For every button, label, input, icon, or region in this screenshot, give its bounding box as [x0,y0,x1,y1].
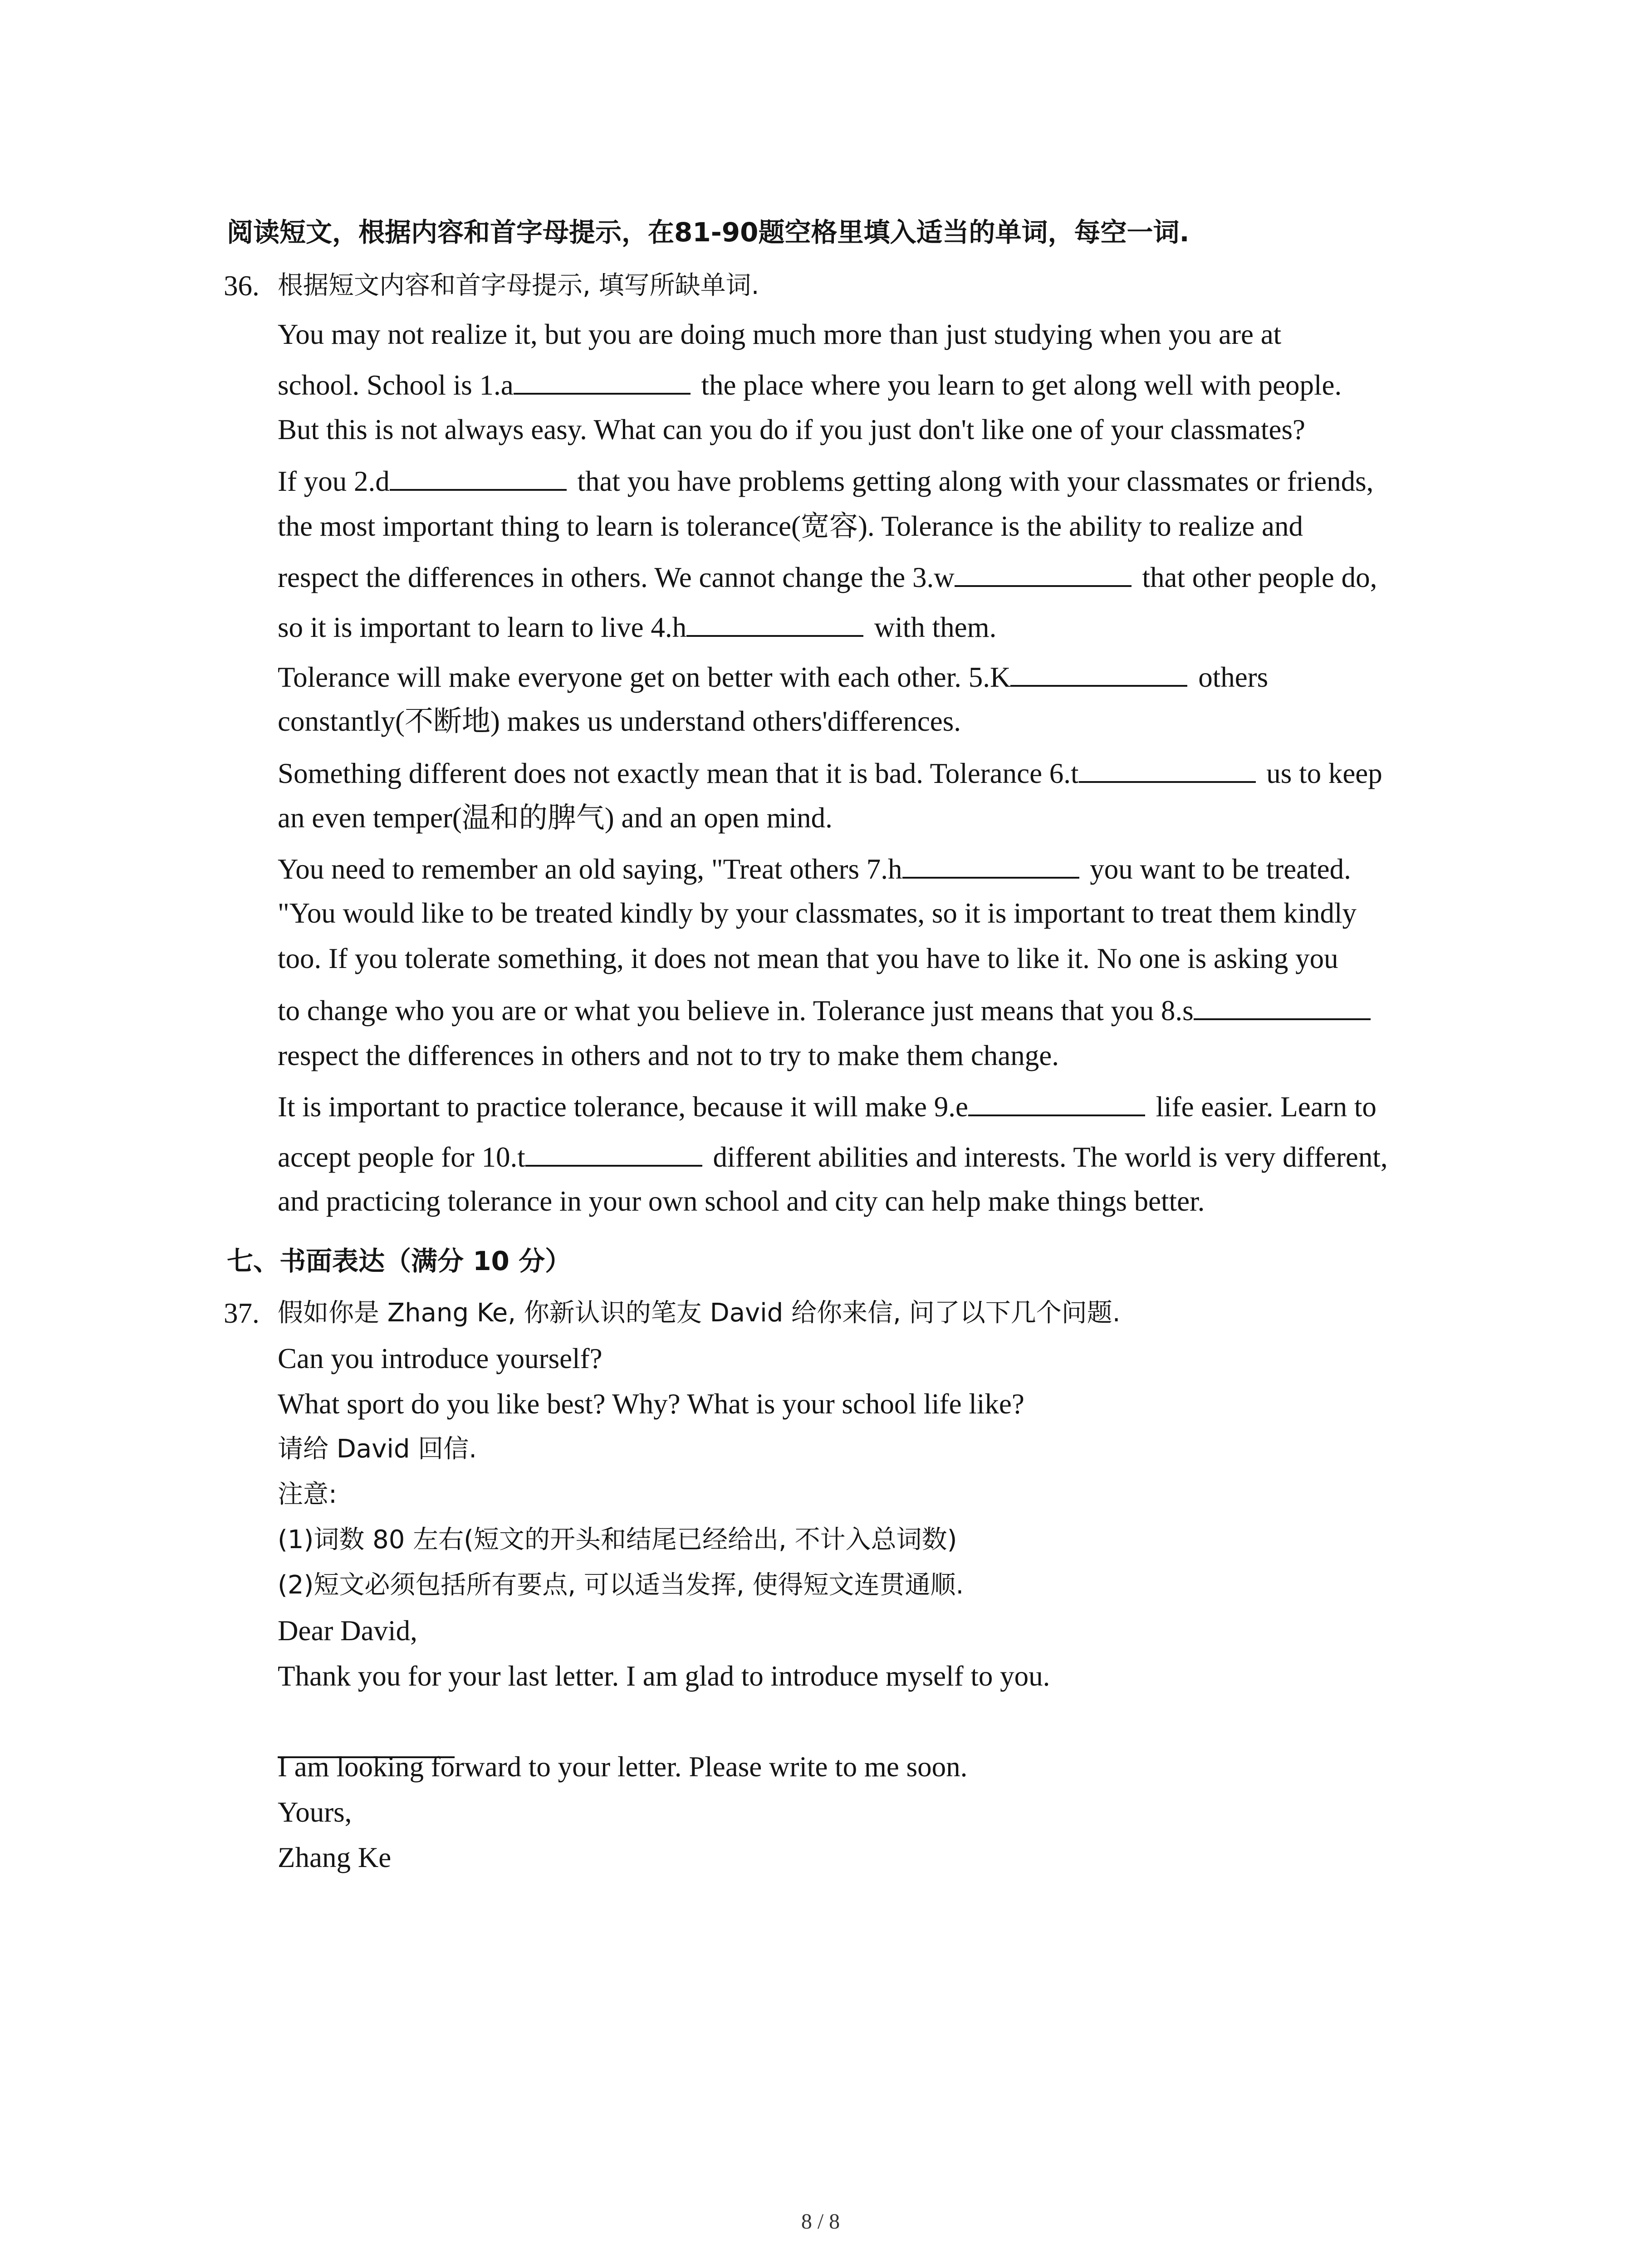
passage-line: school. School is 1.a the place where you learn to get along well with people. [278,366,1342,403]
section-six-heading: 阅读短文，根据内容和首字母提示，在81-90题空格里填入适当的单词，每空一词. [227,217,1190,248]
question-37-number: 37. [224,1297,260,1329]
page-number: 8 / 8 [801,2209,840,2234]
passage-line: If you 2.d that you have problems getting along with your classmates or friends, [278,462,1373,499]
letter-signature: Zhang Ke [278,1842,392,1873]
passage-line: respect the differences in others. We cannot change the 3.w that other people do, [278,558,1377,596]
answer-blank-2[interactable] [390,462,567,491]
answer-blank-6[interactable] [1079,754,1256,783]
letter-opening: Thank you for your last letter. I am glad to introduce myself to you. [278,1660,1050,1692]
question-37-note-label: 注意: [278,1480,337,1509]
answer-blank-1[interactable] [514,366,691,395]
answer-blank-7[interactable] [902,850,1079,879]
passage-line: You need to remember an old saying, "Treat others 7.h you want to be treated. [278,850,1351,887]
passage-line: But this is not always easy. What can you do if you just don't like one of your classmates? [278,414,1305,445]
passage-line: an even temper(温和的脾气) and an open mind. [278,802,833,834]
question-37-question-2: What sport do you like best? Why? What is your school life like? [278,1388,1024,1420]
answer-blank-3[interactable] [955,558,1132,587]
passage-line: Something different does not exactly mean that it is bad. Tolerance 6.t us to keep [278,754,1382,792]
section-seven-heading: 七、书面表达（满分 10 分） [227,1246,572,1276]
answer-blank-9[interactable] [968,1087,1145,1116]
answer-blank-5[interactable] [1010,658,1187,687]
passage-line: and practicing tolerance in your own school and city can help make things better. [278,1185,1205,1217]
letter-closing: I am looking forward to your letter. Please write to me soon. [278,1751,968,1783]
question-37-reply: 请给 David 回信. [278,1434,477,1464]
passage-line: It is important to practice tolerance, because it will make 9.e life easier. Learn to [278,1087,1376,1125]
passage-line: accept people for 10.t different abilities and interests. The world is very different, [278,1138,1388,1175]
passage-line: Tolerance will make everyone get on better with each other. 5.K others [278,658,1268,695]
passage-line: constantly(不断地) makes us understand others'differences. [278,705,961,737]
answer-blank-8[interactable] [1194,991,1371,1020]
passage-line: You may not realize it, but you are doing much more than just studying when you are at [278,318,1282,350]
passage-line: "You would like to be treated kindly by your classmates, so it is important to treat them kindly [278,897,1357,929]
letter-signoff: Yours, [278,1796,352,1828]
question-37-prompt: 假如你是 Zhang Ke, 你新认识的笔友 David 给你来信, 问了以下几个问题. [278,1298,1121,1328]
question-37-note-1: (1)词数 80 左右(短文的开头和结尾已经给出, 不计入总词数) [278,1525,957,1554]
passage-line: to change who you are or what you believe in. Tolerance just means that you 8.s [278,991,1374,1029]
passage-line: the most important thing to learn is tolerance(宽容). Tolerance is the ability to realize and [278,510,1303,542]
passage-line: too. If you tolerate something, it does not mean that you have to like it. No one is asking you [278,943,1338,974]
question-36-instruction: 根据短文内容和首字母提示, 填写所缺单词. [278,271,759,300]
passage-line: respect the differences in others and not to try to make them change. [278,1040,1059,1071]
question-37-note-2: (2)短文必须包括所有要点, 可以适当发挥, 使得短文连贯通顺. [278,1570,964,1600]
question-36-number: 36. [224,270,260,302]
answer-blank-4[interactable] [686,608,863,637]
question-37-question-1: Can you introduce yourself? [278,1343,603,1374]
answer-blank-10[interactable] [525,1138,702,1167]
letter-greeting: Dear David, [278,1615,417,1647]
passage-line: so it is important to learn to live 4.h with them. [278,608,996,645]
